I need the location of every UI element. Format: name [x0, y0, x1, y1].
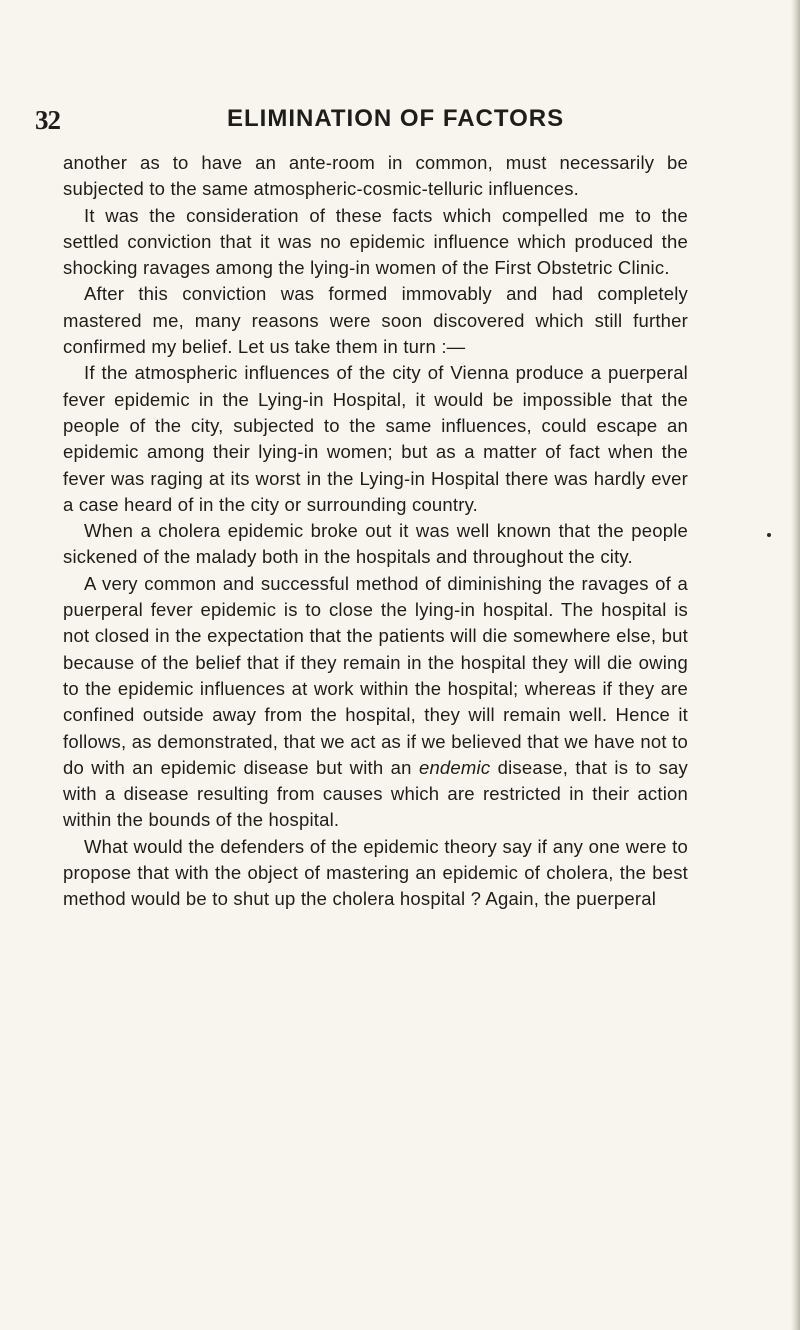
paragraph-5: When a cholera epidemic broke out it was well known that the people sickened of the malady both in the hospitals and throughout the city. [63, 520, 688, 568]
chapter-title: ELIMINATION OF FACTORS [227, 105, 565, 132]
paragraph-6 [63, 571, 688, 834]
paragraph-3: After this conviction was formed immovably and had completely mastered me, many reasons were soon discovered which still further confirmed my belief. Let us take them in turn :— [63, 283, 688, 358]
running-head [35, 103, 635, 139]
paragraph-1: another as to have an ante-room in common, must necessarily be subjected to the same atmospheric-cosmic-telluric influences. [63, 152, 688, 200]
page-edge-shadow [791, 0, 800, 1330]
paragraph-6-part-2: disease, that is to say with a disease resulting from causes which are restricted in their action within the bounds of the hospital. [63, 756, 688, 831]
body-text [63, 150, 688, 913]
margin-dot [767, 533, 771, 537]
paragraph-6-part-1: A very common and successful method of diminishing the ravages of a puerperal fever epidemic is to close the lying-in hospital. The hospital is not closed in the expectation that the patients will die somewhere else, but because of the belief that if they remain in the hospital they will die owing to the epidemic influences at work within the hospital; whereas if they are confined outside away from the hospital, they will remain well. Hence it follows, as demonstrated, that we act as if we believed that we have not to do with an epidemic disease but with an [63, 572, 688, 778]
paragraph-7: What would the defenders of the epidemic theory say if any one were to propose that with the object of mastering an epidemic of cholera, the best method would be to shut up the cholera hospital ? Again, the puerperal [63, 835, 688, 910]
paragraph-2: It was the consideration of these facts which compelled me to the settled conviction that it was no epidemic influence which produced the shocking ravages among the lying-in women of the First Obstetric Clinic. [63, 204, 688, 279]
paragraph-4: If the atmospheric influences of the city of Vienna produce a puerperal fever epidemic in the Lying-in Hospital, it would be impossible that the people of the city, subjected to the same influences, could escape an epidemic among their lying-in women; but as a matter of fact when the fever was raging at its worst in the Lying-in Hospital there was hardly ever a case heard of in the city or surrounding country. [63, 362, 688, 515]
page-number: 32 [35, 105, 60, 135]
emphasis-endemic: endemic [418, 756, 491, 778]
